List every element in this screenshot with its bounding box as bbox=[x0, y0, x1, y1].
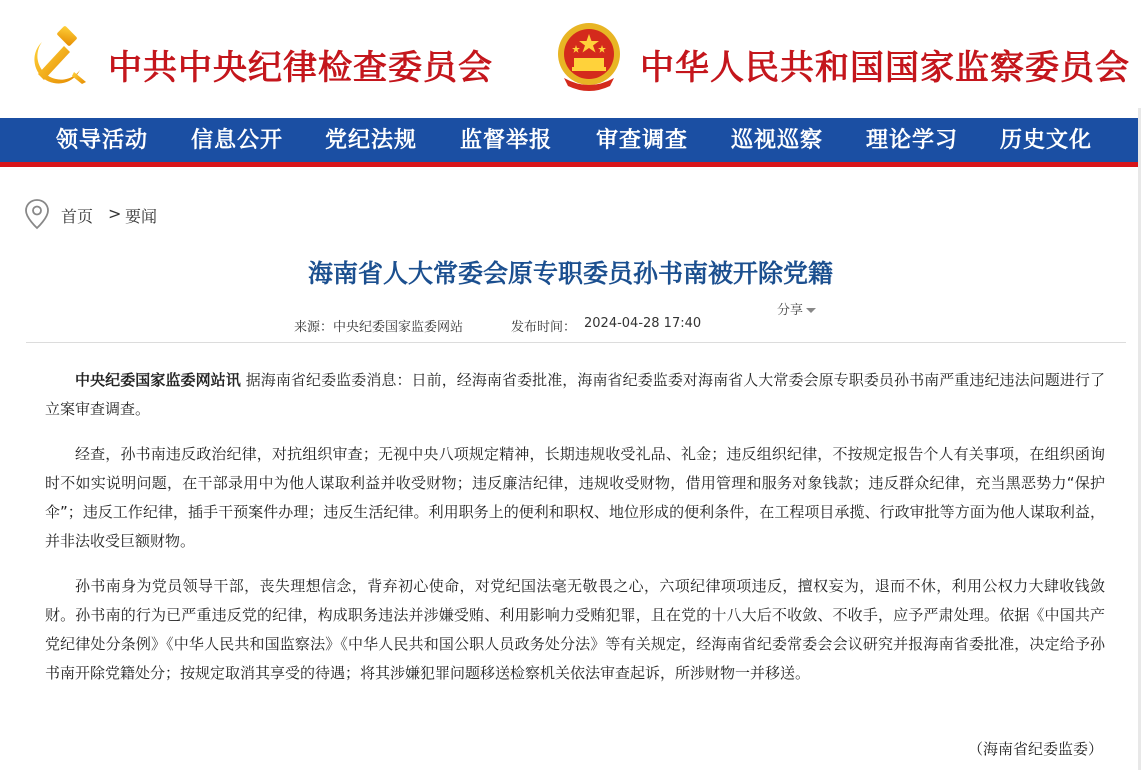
divider bbox=[26, 342, 1126, 343]
article-paragraph-1-text: 据海南省纪委监委消息：日前，经海南省委批准，海南省纪委监委对海南省人大常委会原专职委员孙书南严重违纪违法问题进行了立案审查调查。 bbox=[45, 371, 1105, 418]
nav-item-leadership[interactable]: 领导活动 bbox=[56, 127, 149, 153]
article-lead: 中央纪委国家监委网站讯 bbox=[75, 371, 241, 389]
breadcrumb-home[interactable]: 首页 bbox=[61, 207, 94, 226]
location-pin-icon bbox=[24, 198, 50, 230]
nav-item-party-regulations[interactable]: 党纪法规 bbox=[325, 127, 418, 153]
nav-item-theory-study[interactable]: 理论学习 bbox=[866, 127, 959, 153]
party-emblem-icon bbox=[28, 22, 92, 86]
national-emblem-icon bbox=[554, 20, 624, 92]
share-button[interactable] bbox=[777, 299, 816, 318]
breadcrumb-separator: > bbox=[108, 204, 122, 223]
article-signature: （海南省纪委监委） bbox=[967, 740, 1103, 758]
share-label: 分享 bbox=[777, 303, 804, 318]
article-title: 海南省人大常委会原专职委员孙书南被开除党籍 bbox=[307, 259, 833, 288]
breadcrumb-current[interactable]: 要闻 bbox=[125, 207, 158, 226]
article-source: 来源：中央纪委国家监委网站 bbox=[294, 320, 464, 335]
nav-item-inspection[interactable]: 巡视巡察 bbox=[731, 127, 824, 153]
ccdi-title: 中共中央纪律检查委员会 bbox=[108, 48, 493, 88]
site-header bbox=[0, 0, 1141, 118]
article-paragraph-2: 经查，孙书南违反政治纪律，对抗组织审查；无视中央八项规定精神，长期违规收受礼品、礼金；违反组织纪律，不按规定报告个人有关事项，在组织函询时不如实说明问题，在干部录用中为他人谋取利益并收受财物；违反廉洁纪律，违规收受财物，借用管理和服务对象钱款；违反群众纪律，充当黑恶势力“保护伞”；违反工作纪律，插手干预案件办理；违反生活纪律。利用职务上的便利和职权、地位形成的便利条件，在工程项目承揽、行政审批等方面为他人谋取利益，并非法收受巨额财物。 bbox=[45, 445, 1105, 550]
caret-down-icon bbox=[806, 308, 816, 313]
article-time-value: 2024-04-28 17:40 bbox=[584, 316, 702, 331]
nav-item-info-disclosure[interactable]: 信息公开 bbox=[191, 127, 284, 153]
nsc-title: 中华人民共和国国家监察委员会 bbox=[640, 48, 1130, 88]
article-paragraph-3: 孙书南身为党员领导干部，丧失理想信念，背弃初心使命，对党纪国法毫无敬畏之心，六项纪律项项违反，擅权妄为，退而不休，利用公权力大肆收钱敛财。孙书南的行为已严重违反党的纪律，构成职务违法并涉嫌受贿、利用影响力受贿犯罪，且在党的十八大后不收敛、不收手，应予严肃处理。依据《中国共产党纪律处分条例》《中华人民共和国监察法》《中华人民共和国公职人员政务处分法》等有关规定，经海南省纪委常委会会议研究并报海南省委批准，决定给予孙书南开除党籍处分；按规定取消其享受的待遇；将其涉嫌犯罪问题移送检察机关依法审查起诉，所涉财物一并移送。 bbox=[45, 577, 1105, 682]
article-paragraph-1 bbox=[45, 366, 1105, 424]
article-body bbox=[45, 366, 1105, 704]
nav-item-review-investigation[interactable]: 审查调查 bbox=[596, 127, 689, 153]
main-nav bbox=[0, 118, 1138, 167]
nav-item-supervision-report[interactable]: 监督举报 bbox=[460, 127, 553, 153]
nav-item-history-culture[interactable]: 历史文化 bbox=[1000, 127, 1093, 153]
article-time-label: 发布时间： bbox=[511, 320, 577, 335]
